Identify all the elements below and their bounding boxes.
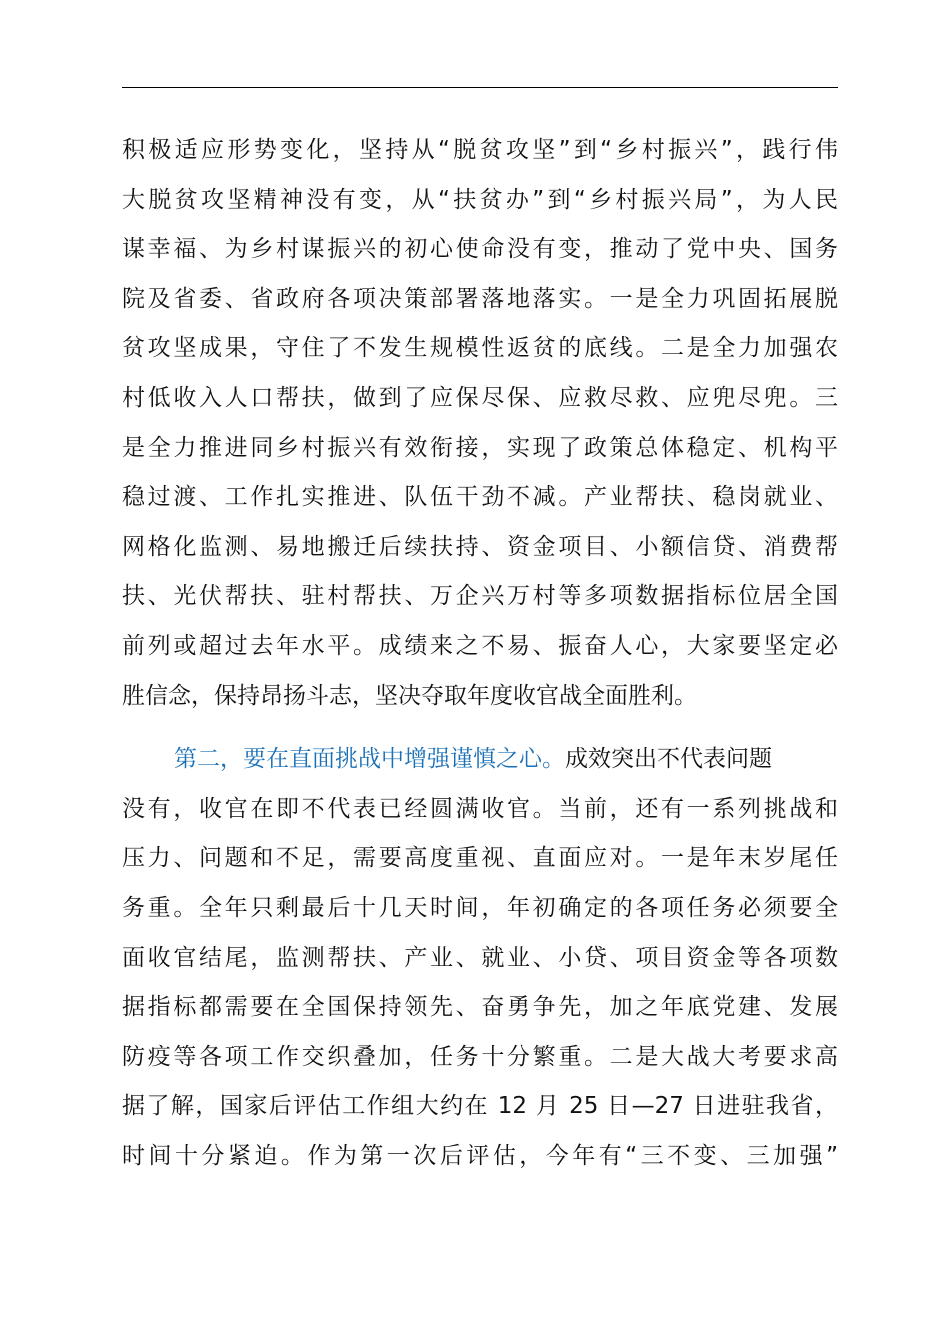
text-line: 村低收入人口帮扶，做到了应保尽保、应救尽救、应兜尽兜。三 <box>122 384 838 411</box>
header-rule <box>122 87 838 88</box>
text-line: 积极适应形势变化，坚持从“脱贫攻坚”到“乡村振兴”，践行伟 <box>122 137 838 163</box>
text-line: 网格化监测、易地搬迁后续扶持、资金项目、小额信贷、消费帮 <box>122 533 838 560</box>
text-line: 防疫等各项工作交织叠加，任务十分繁重。二是大战大考要求高 <box>122 1043 838 1070</box>
text-line: 稳过渡、工作扎实推进、队伍干劲不减。产业帮扶、稳岗就业、 <box>122 484 838 511</box>
paragraph-first-line <box>122 735 838 785</box>
text-line: 压力、问题和不足，需要高度重视、直面应对。一是年末岁尾任 <box>122 845 838 872</box>
text-line: 面收官结尾，监测帮扶、产业、就业、小贷、项目资金等各项数 <box>122 944 838 971</box>
text-line: 是全力推进同乡村振兴有效衔接，实现了政策总体稳定、机构平 <box>122 434 838 461</box>
body-text <box>122 126 838 1181</box>
text-line: 贫攻坚成果，守住了不发生规模性返贫的底线。二是全力加强农 <box>122 335 838 362</box>
section-heading: 第二，要在直面挑战中增强谨慎之心。 <box>174 746 565 773</box>
paragraph-1 <box>122 126 838 721</box>
text-line: 扶、光伏帮扶、驻村帮扶、万企兴万村等多项数据指标位居全国 <box>122 583 838 610</box>
text-line: 前列或超过去年水平。成绩来之不易、振奋人心，大家要坚定必 <box>122 632 838 659</box>
paragraph-gap <box>122 721 838 735</box>
text-line: 据了解，国家后评估工作组大约在 12 月 25 日—27 日进驻我省， <box>122 1093 838 1120</box>
text-line: 务重。全年只剩最后十几天时间，年初确定的各项任务必须要全 <box>122 894 838 921</box>
text-line: 据指标都需要在全国保持领先、奋勇争先，加之年底党建、发展 <box>122 994 838 1021</box>
text-line: 胜信念，保持昂扬斗志，坚决夺取年度收官战全面胜利。 <box>122 682 697 709</box>
paragraph-2 <box>122 735 838 1181</box>
text-line: 谋幸福、为乡村谋振兴的初心使命没有变，推动了党中央、国务 <box>122 236 838 263</box>
text-line: 时间十分紧迫。作为第一次后评估，今年有“三不变、三加强” <box>122 1142 838 1169</box>
text-line: 院及省委、省政府各项决策部署落地落实。一是全力巩固拓展脱 <box>122 285 838 312</box>
text-line: 没有，收官在即不代表已经圆满收官。当前，还有一系列挑战和 <box>122 795 838 822</box>
text-line: 大脱贫攻坚精神没有变，从“扶贫办”到“乡村振兴局”，为人民 <box>122 186 838 213</box>
text-run: 成效突出不代表问题 <box>565 746 772 773</box>
